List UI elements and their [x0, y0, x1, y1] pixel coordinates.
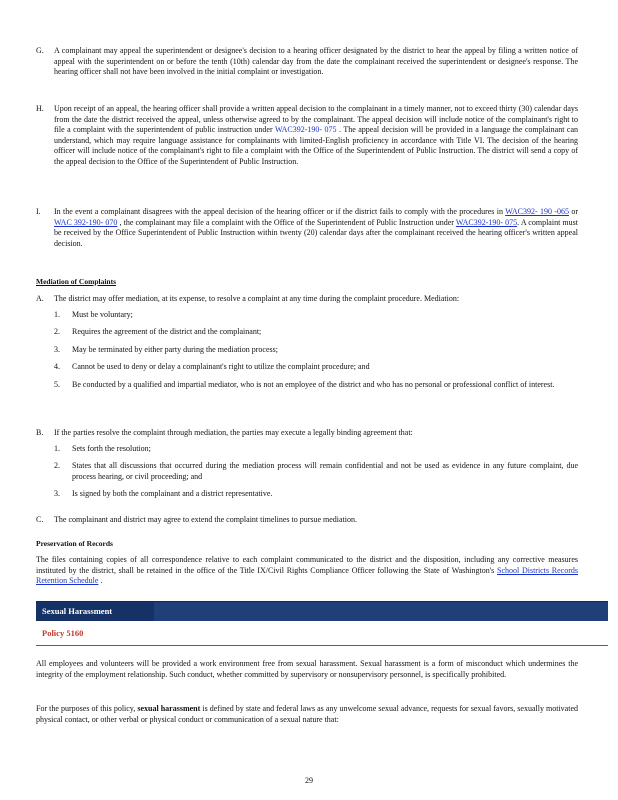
text-run: The files containing copies of all correspondence relative to each complaint communicated to the district and the disposition, including any corrective measures instituted by the district, shall be retained in the office of the Title IX/Civil Rights Compliance Officer following the State of Washington's	[36, 555, 578, 575]
list-number: 2.	[54, 461, 60, 471]
list-item	[54, 380, 578, 391]
sexual-harassment-paragraph-2	[36, 704, 578, 725]
paragraph-h	[36, 104, 578, 168]
list-item	[54, 327, 578, 338]
list-item	[54, 310, 578, 321]
text-run: is defined by state and federal laws as any unwelcome sexual advance, requests for sexual favors, sexually motivated physical contact, or other verbal or physical conduct or communication of a sexual nature that:	[36, 704, 578, 724]
mediation-paragraph-b	[36, 428, 578, 500]
text-run: For the purposes of this policy,	[36, 704, 138, 713]
paragraph-label: C.	[36, 515, 44, 524]
list-item	[54, 489, 578, 500]
list-item	[54, 444, 578, 455]
preservation-heading: Preservation of Records	[36, 539, 113, 548]
policy-number: Policy 5160	[42, 628, 84, 638]
list-number: 1.	[54, 443, 60, 453]
wac-075-link[interactable]: WAC392-190- 075	[274, 125, 337, 135]
list-text: Is signed by both the complainant and a district representative.	[72, 489, 273, 499]
list-text: States that all discussions that occurred during the mediation process will remain confidential and not be used as evidence in any future complaint, due process hearing, or civil proceeding; and	[72, 461, 578, 481]
list-text: Cannot be used to deny or delay a complainant's right to utilize the complaint procedure; and	[72, 362, 370, 372]
list-item	[54, 461, 578, 482]
paragraph-text: The district may offer mediation, at its expense, to resolve a complaint at any time during the complaint procedure. Mediation:	[54, 294, 460, 303]
policy-divider	[36, 645, 608, 646]
list-number: 5.	[54, 379, 60, 389]
list-item	[54, 345, 578, 356]
preservation-paragraph	[36, 555, 578, 587]
paragraph-label: A.	[36, 294, 44, 303]
text-run: . The appeal decision will be provided in a language the complainant can understand, which may require language assistance for complainants with limited-English proficiency in accordance with Title VI. The decision of the hearing officer will include notice of the complainant's right to file a complaint with the Office of the Superintendent of Public Instruction. The district will send a copy of the appeal decision to the Office of the Superintendent of Public Instruction.	[54, 125, 579, 166]
section-title: Sexual Harassment	[36, 602, 154, 621]
text-run: . A complaint must be received by the Office Superintendent of Public Instruction within twenty (20) calendar days after the complainant received the hearing officer's written appeal decision.	[54, 217, 578, 248]
list-text: Must be voluntary;	[72, 309, 133, 319]
text-run: or	[569, 207, 579, 216]
text-run: In the event a complainant disagrees with the appeal decision of the hearing officer or if the district fails to comply with the procedures in	[54, 207, 506, 216]
paragraph-text	[54, 207, 578, 249]
paragraph-label: H.	[36, 104, 44, 113]
list-number: 2.	[54, 327, 60, 337]
list-item	[54, 362, 578, 373]
wac-070-link[interactable]: WAC 392-190- 070	[54, 217, 118, 227]
paragraph-text: If the parties resolve the complaint through mediation, the parties may execute a legally binding agreement that:	[54, 428, 413, 437]
paragraph-label: G.	[36, 46, 44, 55]
sexual-harassment-paragraph-1: All employees and volunteers will be provided a work environment free from sexual harassment. Sexual harassment is a form of misconduct which undermines the integrity of the employment relationship. Such conduct, whether committed by supervisory or nonsupervisory personnel, is specifically prohibited.	[36, 659, 578, 679]
mediation-paragraph-c	[36, 515, 578, 526]
paragraph-g	[36, 46, 578, 78]
text-run: , the complainant may file a complaint with the Office of the Superintendent of Public Instruction under	[117, 217, 456, 227]
paragraph-text: A complainant may appeal the superintendent or designee's decision to a hearing officer designated by the district to hear the appeal by filing a written notice of appeal with the superintendent on or before the tenth (10th) calendar day from the date the complainant received the superintendent or designee's response. The hearing officer shall not have been involved in the initial complaint or investigation.	[54, 46, 578, 77]
paragraph-text	[54, 104, 578, 168]
defined-term: sexual harassment	[137, 704, 201, 713]
paragraph-i	[36, 207, 578, 249]
wac-065-link[interactable]: WAC392- 190 -065	[505, 207, 569, 216]
mediation-heading: Mediation of Complaints	[36, 277, 117, 286]
section-banner	[36, 601, 608, 621]
retention-schedule-link[interactable]: School Districts Records Retention Schedule	[36, 565, 579, 586]
paragraph-text: The complainant and district may agree to extend the complaint timelines to pursue mediation.	[54, 515, 358, 524]
list-text: Requires the agreement of the district and the complainant;	[72, 327, 262, 337]
list-number: 3.	[54, 489, 60, 499]
mediation-paragraph-a	[36, 294, 578, 391]
list-text: Sets forth the resolution;	[72, 443, 151, 453]
list-number: 4.	[54, 362, 60, 372]
list-number: 3.	[54, 344, 60, 354]
wac-075-link[interactable]: WAC392-190- 075	[455, 217, 518, 227]
paragraph-label: I.	[36, 207, 41, 216]
list-number: 1.	[54, 309, 60, 319]
text-run: Upon receipt of an appeal, the hearing officer shall provide a written appeal decision to the complainant in a timely manner, not to exceed thirty (30) calendar days from the date the district received the appeal, unless otherwise agreed to by the complainant. The appeal decision will include notice of the complainant's right to file a complaint with the superintendent of public instruction under	[54, 104, 578, 135]
paragraph-label: B.	[36, 428, 44, 437]
page-number: 29	[305, 776, 313, 785]
list-text: May be terminated by either party during the mediation process;	[72, 344, 278, 354]
list-text: Be conducted by a qualified and impartial mediator, who is not an employee of the district and who has no personal or professional conflict of interest.	[72, 379, 555, 389]
text-run: .	[98, 576, 103, 586]
